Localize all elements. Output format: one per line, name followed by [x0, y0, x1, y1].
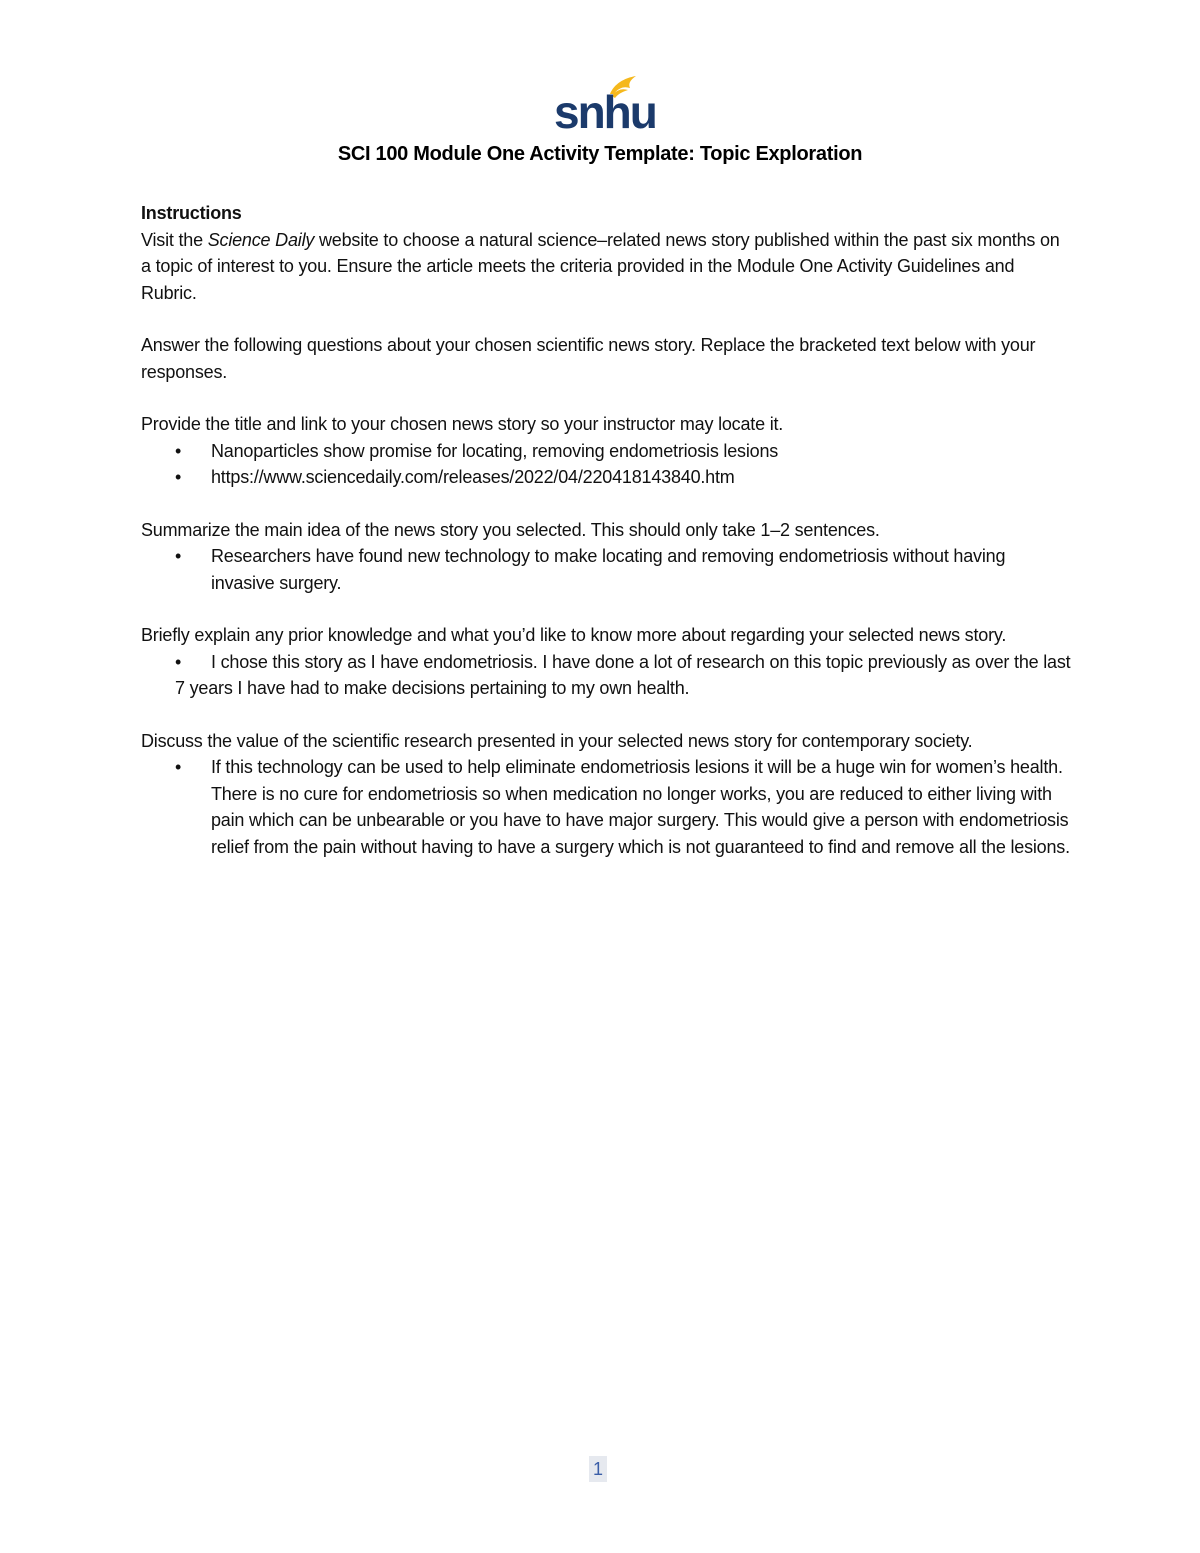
question-1-answers	[141, 438, 1071, 491]
bullet-icon: •	[175, 440, 182, 461]
bullet-icon: •	[175, 546, 182, 566]
page-number: 1	[589, 1456, 607, 1482]
list-item: • Researchers have found new technology to make locating and removing endometriosis without having invasive surgery.	[141, 543, 1071, 596]
document-title: SCI 100 Module One Activity Template: Topic Exploration	[337, 143, 863, 165]
question-2-answers	[141, 543, 1071, 596]
question-4-prompt: Discuss the value of the scientific research presented in your selected news story for contemporary society.	[141, 730, 973, 751]
bullet-icon: •	[175, 757, 182, 777]
snhu-logo	[552, 72, 656, 138]
question-2-prompt: Summarize the main idea of the news story you selected. This should only take 1–2 sentences.	[141, 519, 880, 540]
question-3-prompt: Briefly explain any prior knowledge and what you’d like to know more about regarding your selected news story.	[141, 625, 1007, 645]
svg-text:snhu: snhu	[554, 86, 656, 138]
bullet-icon: •	[175, 651, 182, 672]
instructions-paragraph-1: Visit the Science Daily website to choose a natural science–related news story published within the past six months on a topic of interest to you. Ensure the article meets the criteria provided in the Module One Activity Guidelines and Rubric.	[141, 229, 1060, 303]
question-4-answers	[141, 754, 1071, 860]
article-link: https://www.sciencedaily.com/releases/2022/04/220418143840.htm	[211, 467, 735, 487]
question-3-answers	[141, 649, 1071, 702]
list-item: • I chose this story as I have endometriosis. I have done a lot of research on this topic previously as over the last 7 years I have had to make decisions pertaining to my own health.	[141, 649, 1071, 702]
bullet-icon: •	[175, 467, 182, 487]
list-item: • Nanoparticles show promise for locating, removing endometriosis lesions	[141, 438, 1071, 465]
list-item	[141, 464, 1071, 491]
list-item: • If this technology can be used to help eliminate endometriosis lesions it will be a huge win for women’s health. There is no cure for endometriosis so when medication no longer works, you are reduced to either living with pain which can be unbearable or you have to have major surgery. This would give a person with endometriosis relief from the pain without having to have a surgery which is not guaranteed to find and remove all the lesions.	[141, 754, 1071, 860]
science-daily-name: Science Daily	[207, 229, 315, 250]
question-1-prompt: Provide the title and link to your chosen news story so your instructor may locate it.	[141, 414, 784, 434]
document-body	[141, 200, 1071, 860]
instructions-paragraph-2: Answer the following questions about your chosen scientific news story. Replace the bracketed text below with your responses.	[141, 335, 1036, 382]
instructions-heading: Instructions	[141, 203, 242, 223]
